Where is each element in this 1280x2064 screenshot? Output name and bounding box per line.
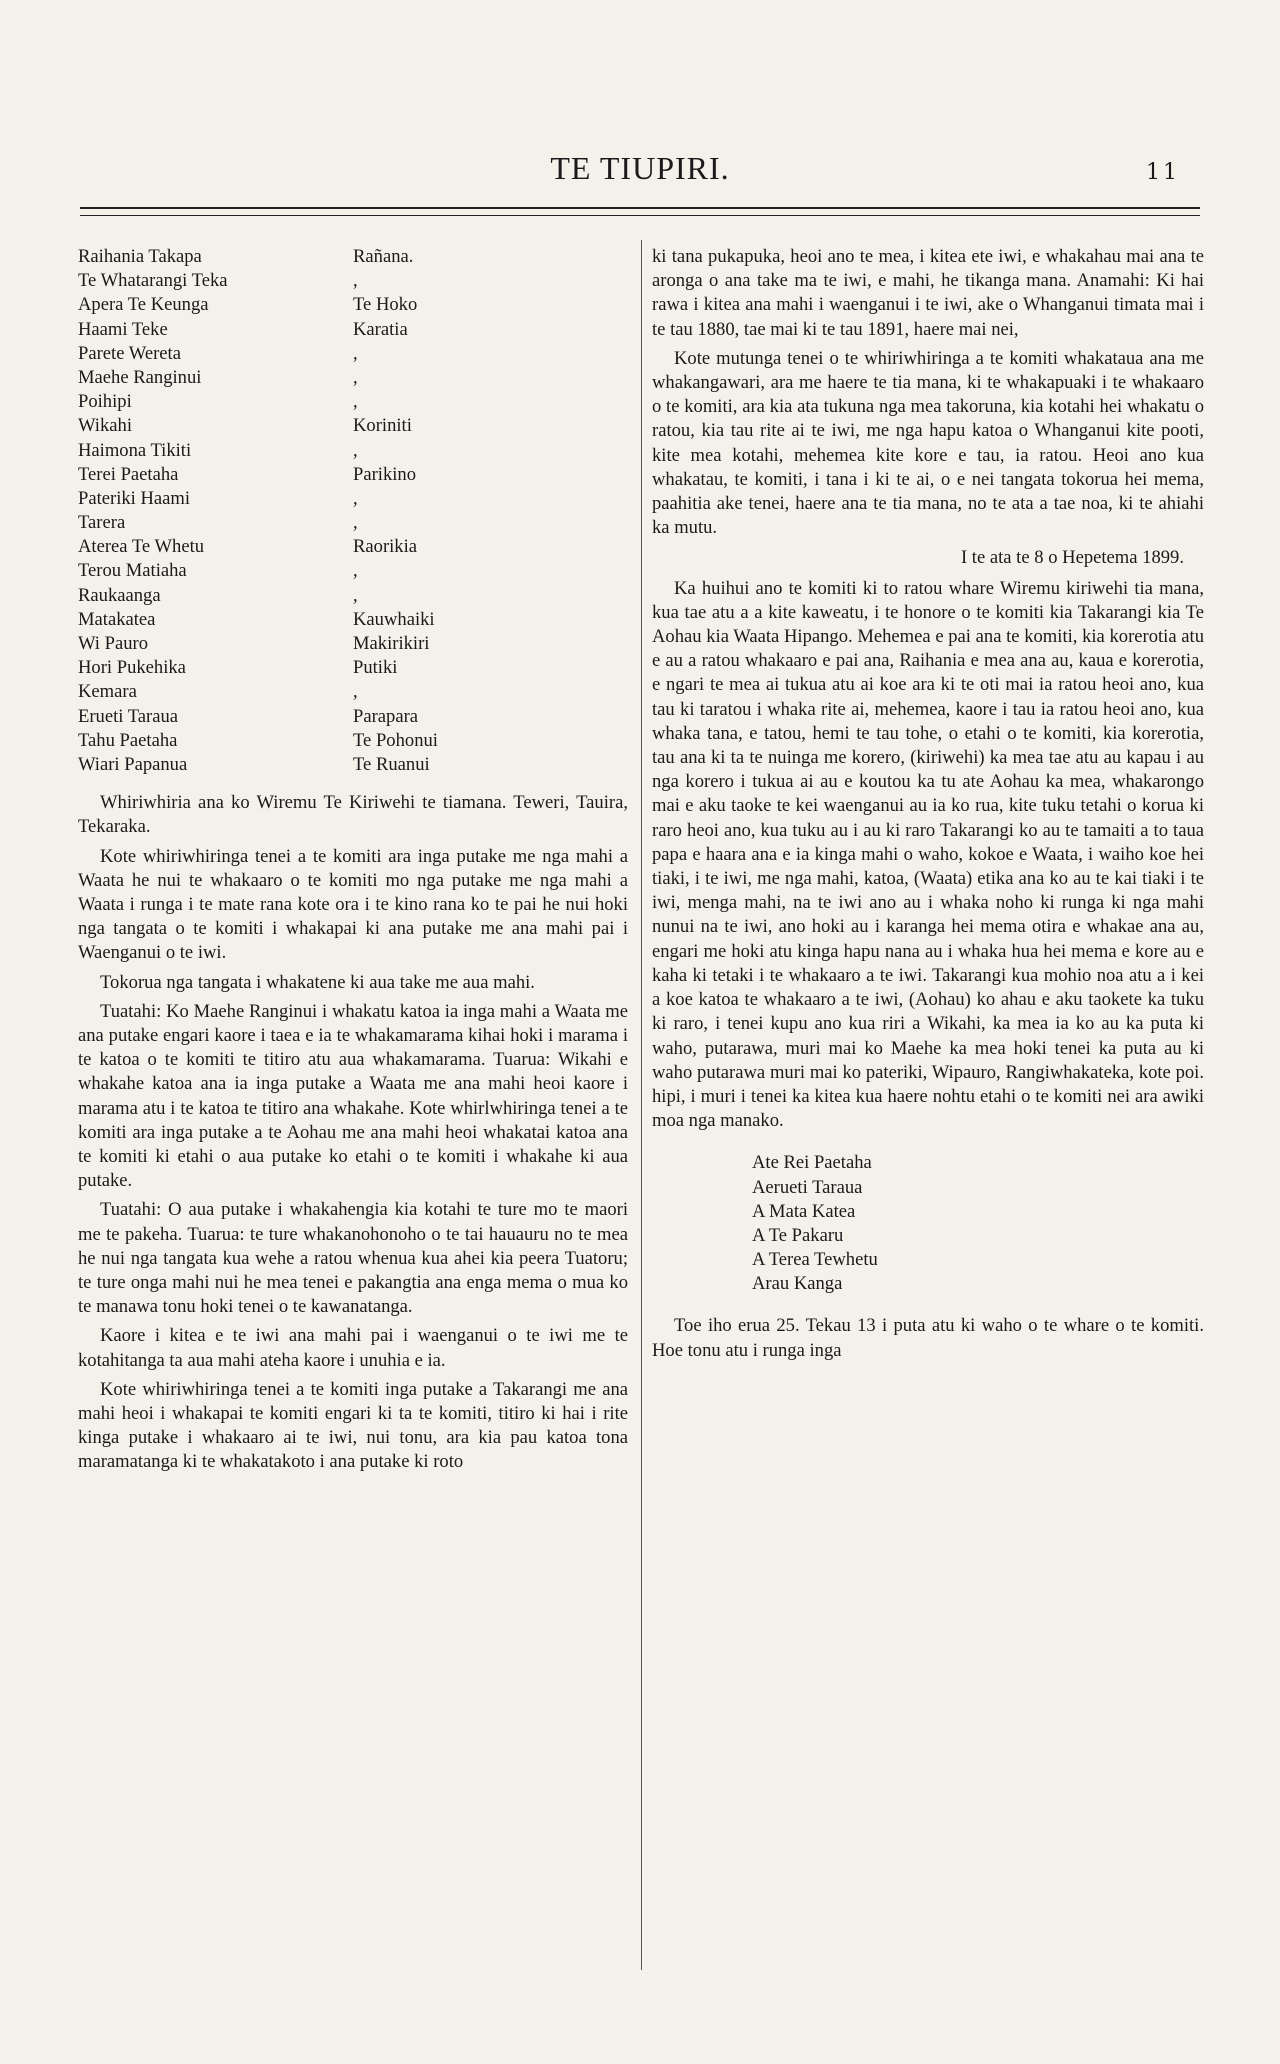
- place-name: ,: [353, 512, 358, 534]
- name-row: [78, 608, 628, 632]
- place-name: Putiki: [353, 657, 398, 679]
- person-name: Aterea Te Whetu: [78, 536, 205, 558]
- person-name: Poihipi: [78, 391, 132, 413]
- paragraph: Tokorua nga tangata i whakatene ki aua take me aua mahi.: [100, 971, 535, 993]
- name-row: [78, 414, 628, 438]
- place-name: ,: [353, 681, 358, 703]
- person-name: Hori Pukehika: [78, 657, 186, 679]
- person-name: Haimona Tikiti: [78, 439, 192, 461]
- paragraph: Tuatahi: Ko Maehe Ranginui i whakatu katoa ia inga mahi a Waata me ana putake engari kaore i taea e ia te whakamarama kihai hoki i marama i te katoa o te komiti te titiro atu aua whakamarama. Tuarua: Wikahi e whakahe katoa ana ia inga putake a Waata me ana mahi heoi kaore i marama atu i te katoa te titiro ana whakahe. Kote whirlwhiringa tenei a te komiti ara inga putake a te Aohau me ana mahi heoi whakatai katoa ana te komiti ki etahi o aua putake ko etahi o te komiti i whakahe ki aua putake.: [78, 1000, 628, 1192]
- name-row: [78, 729, 628, 753]
- person-name: Terei Paetaha: [78, 463, 179, 485]
- place-name: ,: [353, 342, 358, 364]
- person-name: Terou Matiaha: [78, 560, 187, 582]
- name-row: [78, 342, 628, 366]
- paragraph: Ka huihui ano te komiti ki to ratou whare Wiremu kiriwehi tia mana, kua tae atu a a kite kaweatu, i te honore o te komiti kia Takarangi kia Te Aohau kia Waata Hipango. Mehemea e pai ana te komiti, kia korerotia atu e au a ratou whakaaro e pai ana, Raihania e mea ana au, kaua e korerotia, e ngari te mea ai tukua atu ai koe ara ki te oti mai ia ratou heoi ano, kua tau ki taratou i whaka rite ai, mehemea, kaore i tau ia ratou heoi ano, kua whaka tana, e tatou, hemi te tau tohe, o etahi o te komiti, kia korerotia, tau ana ki ta te nuinga me korero, (kiriwehi) ka mea tae atu au kapau i au nga korero i tukua ai au e koutou ka tu ate Aohau ka mea, whakarongo mai e aku taoke te kei waenganui au ia ko rua, kite tuku tetahi o korua ki raro heoi ano, kua tuku au i au ki raro Takarangi ko au te tamaiti a to taua papa e haara ana e ia kinga mahi o waho, kokoe e Waata, i waiho koe hei tiaki, i te iwi, me nga mahi, katoa, (Waata) etika ana ko au te kai tiaki i te iwi, menga mahi, na te iwi ano au i whaka noho ki runga ki nga mahi nunui na te iwi, ano hoki au i karanga hei mema otira e whakae ana au, engari me hoki atu kinga hapu nana au i whaka hua hei mema e kore au e kaha ki tetaki i te whakaaro a te iwi. Takarangi kua mohio noa atu a i kei a koe katoa te whakaaro a te iwi, (Aohau) ko ahau e aku taokete ka tuku ki raro, i tenei kupu ano kua riri a Wikahi, ka mea ia ko au ka puta ki waho, putarawa, muri mai ko Maehe ka mea hoki tenei ka puta au ki waho putarawa muri mai ko pateriki, Wipauro, Rangiwhakateka, kote poi. hipi, i muri i tenei ka kitea kua haere nohtu etahi o te komiti nei ara awiki moa nga manako.: [652, 577, 1204, 1132]
- name-row: [78, 463, 628, 487]
- paragraph: Whiriwhiria ana ko Wiremu Te Kiriwehi te tiamana. Teweri, Tauira, Tekaraka.: [78, 792, 628, 838]
- person-name: Te Whatarangi Teka: [78, 270, 228, 292]
- place-name: ,: [353, 487, 358, 509]
- person-name: Maehe Ranginui: [78, 366, 202, 388]
- person-name: Tahu Paetaha: [78, 729, 178, 751]
- name-row: [78, 535, 628, 559]
- right-column: [652, 245, 1204, 1368]
- paragraph: Tuatahi: O aua putake i whakahengia kia kotahi te ture mo te maori me te pakeha. Tuarua: te ture whakanohonoho o te tai hauauru no te mea he nui nga tangata kua wehe a ratou whenua kua ahei kia peera Tuatoru; te ture onga mahi nui he mea tenei e pakangtia ana enga mema o mua ko te manawa tonu hoki tenei o te kawanatanga.: [78, 1199, 628, 1318]
- name-row: [78, 390, 628, 414]
- header-rule: [80, 207, 1200, 209]
- name-row: [78, 366, 628, 390]
- place-name: Te Hoko: [353, 294, 418, 316]
- name-row: [78, 318, 628, 342]
- place-name: ,: [353, 391, 358, 413]
- place-name: Makirikiri: [353, 633, 430, 654]
- person-name: Erueti Taraua: [78, 705, 179, 727]
- signature: A Mata Katea: [752, 1200, 856, 1222]
- name-row: [78, 245, 628, 269]
- name-row: [78, 269, 628, 293]
- name-list: [78, 245, 628, 777]
- place-name: ,: [353, 584, 358, 606]
- name-row: [78, 584, 628, 608]
- paragraph: Toe iho erua 25. Tekau 13 i puta atu ki waho o te whare o te komiti. Hoe tonu atu i runga inga: [652, 1315, 1204, 1361]
- page-title: TE TIUPIRI.: [550, 150, 730, 186]
- name-row: [78, 559, 628, 583]
- place-name: Koriniti: [353, 415, 412, 437]
- place-name: ,: [353, 439, 358, 461]
- name-row: [78, 632, 628, 656]
- person-name: Wi Pauro: [78, 633, 148, 654]
- page-header: [0, 150, 1280, 200]
- name-row: [78, 439, 628, 463]
- paragraph: Kote whiriwhiringa tenei a te komiti ara inga putake me nga mahi a Waata he nui te whakaaro o te komiti mo nga putake me nga mahi a Waata i runga i te mate rana kote ora i te kino rana ko te pai he nui hoki nga tangata o te komiti i whakapai ki ana putake me ana mahi pai i Waenganui o te iwi.: [78, 845, 628, 964]
- person-name: Raukaanga: [78, 584, 161, 606]
- signature: A Te Pakaru: [752, 1224, 844, 1246]
- place-name: Te Ruanui: [353, 753, 430, 775]
- place-name: ,: [353, 270, 358, 292]
- date-line: I te ata te 8 o Hepetema 1899.: [960, 547, 1184, 569]
- name-row: [78, 753, 628, 777]
- name-row: [78, 656, 628, 680]
- person-name: Pateriki Haami: [78, 487, 191, 509]
- signature: Arau Kanga: [752, 1273, 843, 1295]
- person-name: Parete Wereta: [78, 342, 181, 364]
- person-name: Haami Teke: [78, 318, 168, 340]
- name-row: [78, 487, 628, 511]
- person-name: Raihania Takapa: [78, 246, 202, 267]
- place-name: Parapara: [353, 705, 419, 727]
- place-name: Raorikia: [353, 536, 418, 558]
- header-rule-thin: [80, 215, 1200, 216]
- person-name: Tarera: [78, 512, 126, 534]
- place-name: Karatia: [353, 318, 408, 340]
- signature-list: [752, 1151, 1204, 1296]
- signature: Aerueti Taraua: [752, 1176, 863, 1198]
- place-name: Te Pohonui: [353, 729, 438, 751]
- place-name: Parikino: [353, 463, 417, 485]
- signature: A Terea Tewhetu: [752, 1249, 878, 1271]
- place-name: Rañana.: [353, 246, 414, 267]
- page-number: 11: [1146, 160, 1180, 185]
- place-name: Kauwhaiki: [353, 608, 435, 630]
- paragraph: ki tana pukapuka, heoi ano te mea, i kitea ete iwi, e whakahau mai ana te aronga o ana take ma te iwi, e mahi, he tikanga mana. Anamahi: Ki hai rawa i kitea ana mahi i waenganui i te iwi, ake o Whanganui timata mai i te tau 1880, tae mai ki te tau 1891, haere mai nei,: [652, 246, 1204, 340]
- name-row: [78, 293, 628, 317]
- person-name: Matakatea: [78, 608, 156, 630]
- signature: Ate Rei Paetaha: [752, 1152, 872, 1174]
- person-name: Wiari Papanua: [78, 753, 188, 775]
- person-name: Wikahi: [78, 415, 132, 437]
- paragraph: Kote whiriwhiringa tenei a te komiti inga putake a Takarangi me ana mahi heoi i whakapai te komiti engari ki ta te komiti, titiro ki hai i rite kinga putake i whakaaro ai te iwi, nui tonu, ara kia pau katoa tona maramatanga ki te whakatakoto i ana putake ki roto: [78, 1378, 628, 1473]
- place-name: ,: [353, 366, 358, 388]
- left-column: [78, 245, 628, 1480]
- name-row: [78, 511, 628, 535]
- name-row: [78, 705, 628, 729]
- column-divider: [641, 240, 642, 1970]
- person-name: Kemara: [78, 681, 137, 703]
- place-name: ,: [353, 560, 358, 582]
- name-row: [78, 680, 628, 704]
- person-name: Apera Te Keunga: [78, 294, 209, 316]
- paragraph: Kote mutunga tenei o te whiriwhiringa a te komiti whakataua ana me whakangawari, ara me haere te tia mana, ki te whakapuaki i te whakaaro o te komiti, ara kia ata tukuna nga mea takoruna, kia kotahi hei whakatu o ratou, kia tau rite ai te iwi, me nga hapu katoa o Whanganui kite pooti, kite mea kotahi, mehemea kite kore e tau, ia ratou. Heoi ano kua whakatau, te komiti, i tana i ki te ai, o e nei tangata tokorua hei mema, paahitia ake tenei, haere ana te tia mana, no te ata a tae noa, ki te ahiahi ka mutu.: [652, 347, 1204, 539]
- paragraph: Kaore i kitea e te iwi ana mahi pai i waenganui o te iwi me te kotahitanga ta aua mahi ateha kaore i unuhia e ia.: [78, 1325, 628, 1371]
